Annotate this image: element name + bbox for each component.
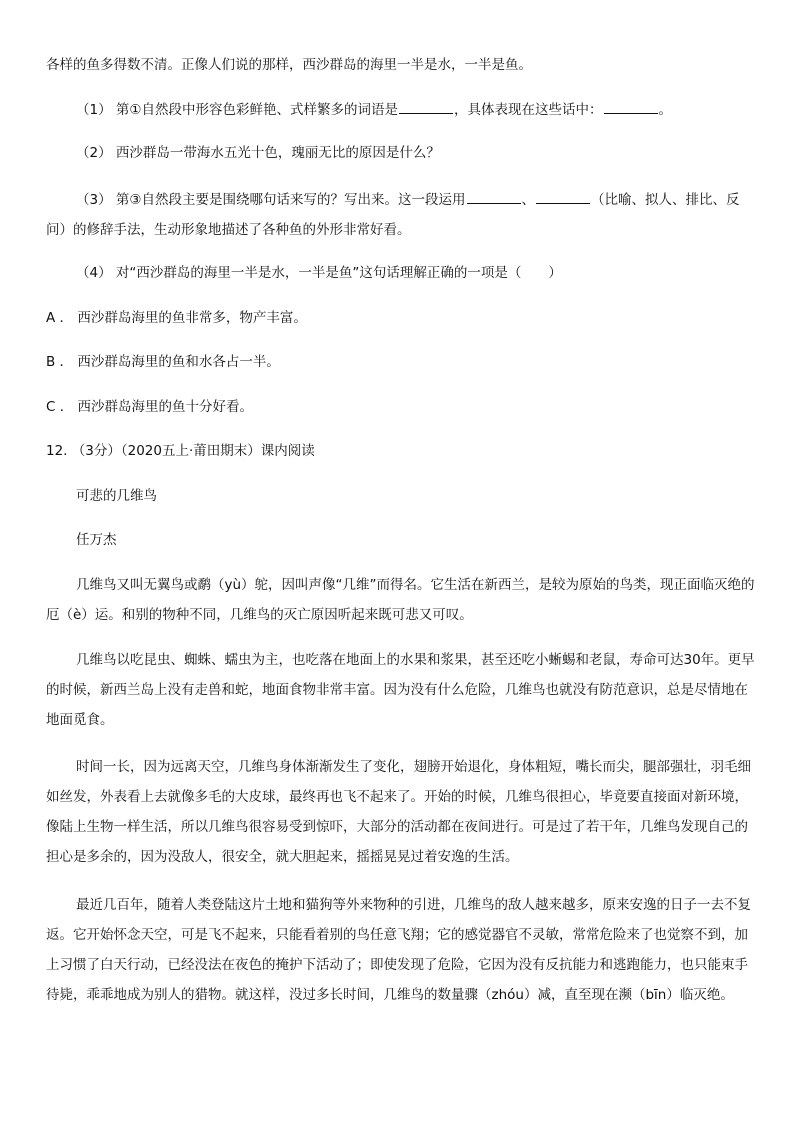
article-paragraph-3: 时间一长，因为远离天空，几维鸟身体渐渐发生了变化，翅膀开始退化，身体粗短，嘴长而尖，腿部强壮，羽毛细如丝发，外表看上去就像多毛的大皮球，最终再也飞不起来了。开始的时候，几维鸟很担心，毕竟要直接面对新环境，像陆上生物一样生活，所以几维鸟很容易受到惊吓，大部分的活动都在夜间进行。可是过了若干年，几维鸟发现自己的担心是多余的，因为没敌人，很安全，就大胆起来，摇摇晃晃过着安逸的生活。 xyxy=(46,759,751,865)
question-text: 第③自然段主要是围绕哪句话来写的？写出来。这一段运用 xyxy=(115,192,466,208)
question-text: 对“西沙群岛的海里一半是水，一半是鱼”这句话理解正确的一项是（ ） xyxy=(115,265,562,281)
question-text: 西沙群岛一带海水五光十色，瑰丽无比的原因是什么？ xyxy=(115,145,440,161)
answer-blank[interactable] xyxy=(399,99,453,114)
question-12-header: 12. （3分）（2020五上·莆田期末）课内阅读 xyxy=(46,443,315,459)
article-title: 可悲的几维鸟 xyxy=(76,488,157,504)
question-4 xyxy=(76,258,756,288)
option-b[interactable]: B ． 西沙群岛海里的鱼和水各占一半。 xyxy=(46,354,280,370)
article-author: 任万杰 xyxy=(76,532,117,548)
option-a[interactable]: A ． 西沙群岛海里的鱼非常多，物产丰富。 xyxy=(46,310,307,326)
question-number: （3） xyxy=(76,192,112,208)
question-3 xyxy=(46,185,756,245)
question-text: （比喻、拟人、排比、反问）的修辞手法，生动形象地描述了各种鱼的外形非常好看。 xyxy=(46,192,740,238)
article-paragraph-4: 最近几百年，随着人类登陆这片土地和猫狗等外来物种的引进，几维鸟的敌人越来越多，原来安逸的日子一去不复返。它开始怀念天空，可是飞不起来，只能看着别的鸟任意飞翔；它的感觉器官不灵敏，常常危险来了也觉察不到，加上习惯了白天行动，已经没法在夜色的掩护下活动了；即使发现了危险，它因为没有反抗能力和逃跑能力，也只能束手待毙，乖乖地成为别人的猎物。就这样，没过多长时间，几维鸟的数量骤（zhóu）减，直至现在濒（bīn）临灭绝。 xyxy=(46,897,751,1003)
question-1 xyxy=(76,95,756,125)
question-2 xyxy=(76,138,756,168)
question-text: 、 xyxy=(521,192,535,208)
option-c[interactable]: C ． 西沙群岛海里的鱼十分好看。 xyxy=(46,399,254,415)
question-number: （2） xyxy=(76,145,112,161)
question-text: ，具体表现在这些话中： xyxy=(454,102,603,118)
answer-blank[interactable] xyxy=(467,189,521,204)
article-paragraph-1: 几维鸟又叫无翼鸟或鹬（yù）鸵，因叫声像“几维”而得名。它生活在新西兰，是较为原始的鸟类，现正面临灭绝的厄（è）运。和别的物种不同，几维鸟的灭亡原因听起来既可悲又可叹。 xyxy=(46,577,755,623)
answer-blank[interactable] xyxy=(536,189,590,204)
question-text: 。 xyxy=(658,102,672,118)
answer-blank[interactable] xyxy=(604,99,658,114)
passage-end: 各样的鱼多得数不清。正像人们说的那样，西沙群岛的海里一半是水，一半是鱼。 xyxy=(46,57,532,73)
question-number: （4） xyxy=(76,265,112,281)
article-paragraph-2: 几维鸟以吃昆虫、蜘蛛、蠕虫为主，也吃落在地面上的水果和浆果，甚至还吃小蜥蜴和老鼠，寿命可达30年。更早的时候，新西兰岛上没有走兽和蛇，地面食物非常丰富。因为没有什么危险，几维鸟也就没有防范意识，总是尽情地在地面觅食。 xyxy=(46,652,755,728)
question-number: （1） xyxy=(76,102,112,118)
question-text: 第①自然段中形容色彩鲜艳、式样繁多的词语是 xyxy=(115,102,398,118)
